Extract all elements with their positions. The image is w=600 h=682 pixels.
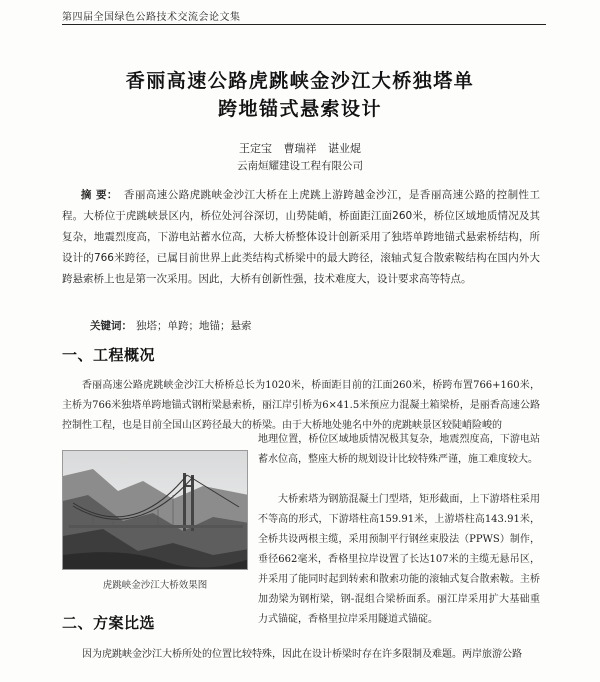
paper-title-line-2: 跨地锚式悬索设计 <box>217 98 382 120</box>
paper-affiliation: 云南烜耀建设工程有限公司 <box>237 160 363 172</box>
abstract-label: 摘 要： <box>80 189 118 201</box>
keywords-line <box>90 318 252 333</box>
section-2-paragraph-1: 因为虎跳峡金沙江大桥所处的位置比较特殊，因此在设计桥梁时存在许多限制及难题。两岸旅游公路 <box>82 649 522 660</box>
abstract-text: 香丽高速公路虎跳峡金沙江大桥在上虎跳上游跨越金沙江，是香丽高速公路的控制性工程。大桥位于虎跳峡景区内，桥位处河谷深切，山势陡峭，桥面距江面260米，桥位区域地质情况及其复杂，地震烈度高，下游电站蓄水位高，大桥大桥整体设计创新采用了独塔单跨地锚式悬索桥结构，所设计的766米跨径，已属目前世界上此类结构式桥梁中的最大跨径，滚轴式复合散索鞍结构在国内外大跨悬索桥上也是第一次采用。因此，大桥有创新性强，技术难度大，设计要求高等特点。 <box>62 189 541 285</box>
header-divider <box>62 24 546 25</box>
paper-authors: 王定宝 曹瑞祥 谌业焜 <box>239 142 361 155</box>
section-1-paragraph-2: 大桥索塔为钢筋混凝土门型塔，矩形截面，上下游塔柱采用不等高的形式，下游塔柱高159.91米，上游塔柱高143.91米，全桥共设两根主缆，采用预制平行钢丝束股法（PPWS）制作，垂径662毫米，香格里拉岸设置了长达107米的主缆无悬吊区，并采用了能同时起到转索和散索功能的滚轴式复合散索鞍。主桥加劲梁为钢桁梁，钢-混组合梁桥面系。丽江岸采用扩大基础重力式锚碇，香格里拉岸采用隧道式锚碇。 <box>258 494 540 625</box>
section-1-paragraph-1: 香丽高速公路虎跳峡金沙江大桥桥总长为1020米，桥面距目前的江面260米，桥跨布置766+160米，主桥为766米独塔单跨地锚式钢桁梁悬索桥，丽江岸引桥为6×41.5米预应力混凝土箱梁桥，是丽香高速公路控制性工程，也是目前全国山区跨径最大的桥梁。由于大桥地处驰名中外的虎跳峡景区较陡峭险峻的 <box>62 380 540 431</box>
bridge-rendering-graphic <box>63 451 248 570</box>
bridge-rendering-image <box>62 450 248 570</box>
keywords-text: 独塔；单跨；地锚；悬索 <box>136 320 252 332</box>
paper-title-line-1: 香丽高速公路虎跳峡金沙江大桥独塔单 <box>125 70 475 92</box>
abstract-block <box>62 185 540 290</box>
image-caption: 虎跳峡金沙江大桥效果图 <box>102 580 208 591</box>
keywords-label: 关键词： <box>90 320 132 332</box>
running-header: 第四届全国绿色公路技术交流会论文集 <box>62 12 241 23</box>
section-2-heading: 二、方案比选 <box>62 614 156 632</box>
section-1-paragraph-1-continued: 地理位置，桥位区域地质情况极其复杂，地震烈度高，下游电站蓄水位高，整座大桥的规划设计比较特殊严谨，施工难度较大。 <box>258 434 540 465</box>
section-1-heading: 一、工程概况 <box>62 346 156 364</box>
